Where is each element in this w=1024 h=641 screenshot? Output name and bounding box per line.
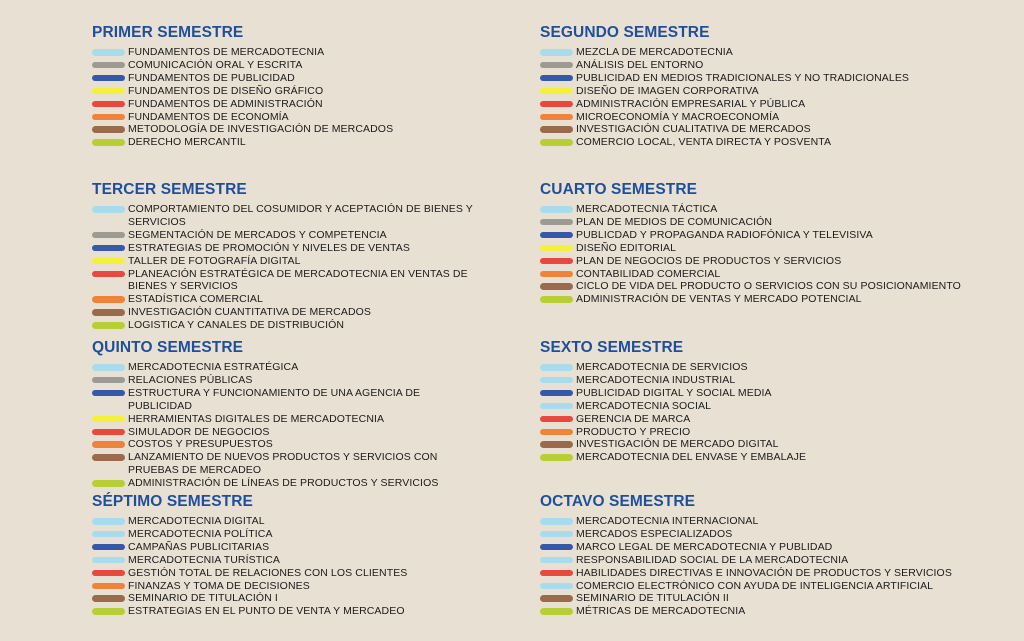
color-marker [540,232,573,239]
color-marker [92,364,125,371]
course-label: INVESTIGACIÓN CUALITATIVA DE MERCADOS [576,123,811,136]
course-item [540,59,1010,72]
course-item [540,280,1010,293]
color-marker [92,583,125,590]
course-label: SEMINARIO DE TITULACIÓN II [576,592,729,605]
semester-3 [92,181,492,332]
color-marker [540,219,573,226]
color-marker [540,296,573,303]
color-marker [92,557,125,564]
course-label: ESTRATEGIAS DE PROMOCIÓN Y NIVELES DE VENTAS [128,241,410,254]
color-marker [92,480,125,487]
course-item [540,413,1010,426]
course-label: CICLO DE VIDA DEL PRODUCTO O SERVICIOS CON SU POSICIONAMIENTO [576,280,961,293]
course-label: CONTABILIDAD COMERCIAL [576,267,721,280]
course-item [92,319,492,332]
semester-5 [92,339,472,490]
color-marker [540,583,573,590]
course-item [540,554,1010,567]
course-label: MERCADOTECNIA SOCIAL [576,399,712,412]
course-item [540,528,1010,541]
semester-title: SEXTO SEMESTRE [540,339,684,356]
course-item [92,229,492,242]
course-label: COMUNICACIÓN ORAL Y ESCRITA [128,58,303,71]
course-list [540,515,1010,618]
course-label: MERCADOTECNIA DEL ENVASE Y EMBALAJE [576,451,807,464]
course-label: MICROECONOMÍA Y MACROECONOMÍA [576,110,780,123]
color-marker [92,232,125,239]
color-marker [540,114,573,121]
course-label: MEZCLA DE MERCADOTECNIA [576,46,733,58]
course-label: PLANEACIÓN ESTRATÉGICA DE MERCADOTECNIA EN VENTAS DE BIENES Y SERVICIOS [128,267,468,293]
semester-title: CUARTO SEMESTRE [540,181,698,198]
color-marker [540,544,573,551]
course-label: MERCADOTECNIA ESTRATÉGICA [128,361,299,373]
course-label: MÉTRICAS DE MERCADOTECNIA [576,605,746,618]
course-item [540,515,1010,528]
course-item [92,541,532,554]
semester-2 [540,24,1010,149]
color-marker [540,570,573,577]
course-item [540,242,1010,255]
color-marker [92,139,125,146]
course-item [540,541,1010,554]
color-marker [540,49,573,56]
color-marker [540,454,573,461]
color-marker [92,126,125,133]
semester-title: OCTAVO SEMESTRE [540,493,696,510]
course-item [92,528,532,541]
course-item [540,293,1010,306]
course-item [540,361,1010,374]
course-label: TALLER DE FOTOGRAFÍA DIGITAL [128,254,301,267]
color-marker [92,441,125,448]
color-marker [92,454,125,461]
course-item [540,426,1010,439]
course-label: MERCADOTECNIA DE SERVICIOS [576,361,748,373]
course-item [92,72,532,85]
course-item [540,387,1010,400]
color-marker [92,531,125,538]
course-label: ADMINISTRACIÓN DE LÍNEAS DE PRODUCTOS Y SERVICIOS [128,477,439,490]
course-list [540,46,1010,149]
course-item [92,136,532,149]
color-marker [92,296,125,303]
course-item [92,203,492,229]
course-label: PLAN DE MEDIOS DE COMUNICACIÓN [576,215,773,228]
course-label: MERCADOTECNIA INDUSTRIAL [576,373,736,386]
course-item [92,59,532,72]
course-item [540,123,1010,136]
course-label: MERCADOS ESPECIALIZADOS [576,527,733,540]
course-label: HABILIDADES DIRECTIVAS E INNOVACIÓN DE PRODUCTOS Y SERVICIOS [576,566,952,579]
course-item [540,255,1010,268]
course-label: SEGMENTACIÓN DE MERCADOS Y COMPETENCIA [128,228,387,241]
course-label: PLAN DE NEGOCIOS DE PRODUCTOS Y SERVICIOS [576,254,842,267]
course-label: RESPONSABILIDAD SOCIAL DE LA MERCADOTECNIA [576,553,849,566]
course-label: ESTRATEGIAS EN EL PUNTO DE VENTA Y MERCADEO [128,605,405,618]
color-marker [92,101,125,108]
course-label: PUBLICDAD Y PROPAGANDA RADIOFÓNICA Y TELEVISIVA [576,228,873,241]
course-item [92,413,472,426]
color-marker [540,75,573,82]
course-list [540,361,1010,464]
color-marker [92,429,125,436]
color-marker [540,364,573,371]
course-list [92,46,532,149]
course-list [92,361,472,490]
course-label: MERCADOTECNIA POLÍTICA [128,527,273,540]
course-item [92,255,492,268]
course-item [92,451,472,477]
color-marker [540,245,573,252]
course-label: MERCADOTECNIA TURÍSTICA [128,553,281,566]
course-item [92,123,532,136]
color-marker [540,62,573,69]
course-item [92,387,472,413]
course-label: METODOLOGÍA DE INVESTIGACIÓN DE MERCADOS [128,123,394,136]
color-marker [92,258,125,265]
color-marker [540,608,573,615]
semester-title: PRIMER SEMESTRE [92,24,244,41]
semester-8 [540,493,1010,618]
color-marker [92,206,125,213]
course-label: INVESTIGACIÓN CUANTITATIVA DE MERCADOS [128,306,371,319]
color-marker [540,429,573,436]
course-item [540,605,1010,618]
semester-title: SÉPTIMO SEMESTRE [92,493,253,510]
course-label: LANZAMIENTO DE NUEVOS PRODUCTOS Y SERVICIOS CON PRUEBAS DE MERCADEO [128,451,438,477]
color-marker [540,101,573,108]
semester-1 [92,24,532,149]
color-marker [92,114,125,121]
course-label: PUBLICIDAD EN MEDIOS TRADICIONALES Y NO TRADICIONALES [576,71,910,84]
color-marker [92,518,125,525]
course-label: GERENCIA DE MARCA [576,412,691,425]
color-marker [540,416,573,423]
course-label: GESTIÓN TOTAL DE RELACIONES CON LOS CLIENTES [128,566,408,579]
color-marker [540,595,573,602]
semester-title: TERCER SEMESTRE [92,181,247,198]
color-marker [540,557,573,564]
semester-title: SEGUNDO SEMESTRE [540,24,710,41]
course-item [540,567,1010,580]
course-item [92,554,532,567]
semester-6 [540,339,1010,464]
course-label: PUBLICIDAD DIGITAL Y SOCIAL MEDIA [576,386,772,399]
course-item [92,293,492,306]
color-marker [92,377,125,384]
course-label: FUNDAMENTOS DE PUBLICIDAD [128,71,295,84]
course-item [540,400,1010,413]
color-marker [540,531,573,538]
color-marker [92,75,125,82]
course-item [92,515,532,528]
color-marker [92,608,125,615]
course-item [540,136,1010,149]
semester-title: QUINTO SEMESTRE [92,339,244,356]
color-marker [92,570,125,577]
course-label: SIMULADOR DE NEGOCIOS [128,425,270,438]
color-marker [92,245,125,252]
course-item [92,374,472,387]
course-label: MERCADOTECNIA TÁCTICA [576,203,718,215]
course-label: FUNDAMENTOS DE MERCADOTECNIA [128,46,325,58]
color-marker [92,62,125,69]
course-item [540,268,1010,281]
color-marker [540,206,573,213]
course-item [92,438,472,451]
course-label: MERCADOTECNIA INTERNACIONAL [576,515,759,527]
course-item [92,85,532,98]
course-item [92,605,532,618]
color-marker [92,49,125,56]
course-item [92,592,532,605]
course-item [540,203,1010,216]
course-item [540,72,1010,85]
course-item [540,374,1010,387]
course-label: COMERCIO ELECTRÓNICO CON AYUDA DE INTELIGENCIA ARTIFICIAL [576,579,934,592]
color-marker [92,271,125,278]
course-label: FUNDAMENTOS DE DISEÑO GRÁFICO [128,84,324,97]
color-marker [540,403,573,410]
course-label: PRODUCTO Y PRECIO [576,425,691,438]
color-marker [92,322,125,329]
course-label: FUNDAMENTOS DE ADMINISTRACIÓN [128,97,323,110]
course-item [540,85,1010,98]
color-marker [92,309,125,316]
course-item [540,46,1010,59]
course-item [92,306,492,319]
course-item [540,216,1010,229]
color-marker [540,258,573,265]
course-item [92,361,472,374]
course-label: ADMINISTRACIÓN EMPRESARIAL Y PÚBLICA [576,97,806,110]
color-marker [92,88,125,95]
course-label: ANÁLISIS DEL ENTORNO [576,58,704,71]
course-label: CAMPAÑAS PUBLICITARIAS [128,540,270,553]
color-marker [540,88,573,95]
course-label: COMPORTAMIENTO DEL COSUMIDOR Y ACEPTACIÓN DE BIENES Y SERVICIOS [128,203,473,228]
course-item [540,229,1010,242]
color-marker [540,377,573,384]
semester-4 [540,181,1010,306]
course-item [92,567,532,580]
color-marker [540,271,573,278]
course-item [92,426,472,439]
course-item [540,98,1010,111]
course-label: SEMINARIO DE TITULACIÓN I [128,592,278,605]
semester-7 [92,493,532,618]
color-marker [540,126,573,133]
course-label: MERCADOTECNIA DIGITAL [128,515,265,527]
course-item [92,46,532,59]
course-item [540,580,1010,593]
color-marker [540,139,573,146]
color-marker [540,518,573,525]
course-label: FINANZAS Y TOMA DE DECISIONES [128,579,310,592]
course-list [92,203,492,332]
course-label: HERRAMIENTAS DIGITALES DE MERCADOTECNIA [128,412,385,425]
course-label: ESTADÍSTICA COMERCIAL [128,293,263,306]
course-label: INVESTIGACIÓN DE MERCADO DIGITAL [576,438,779,451]
color-marker [92,544,125,551]
color-marker [92,595,125,602]
course-item [92,580,532,593]
course-item [540,111,1010,124]
course-label: DISEÑO EDITORIAL [576,241,677,254]
course-item [540,592,1010,605]
course-item [92,98,532,111]
course-item [92,477,472,490]
course-item [540,438,1010,451]
color-marker [92,390,125,397]
color-marker [540,441,573,448]
course-item [540,451,1010,464]
course-label: DERECHO MERCANTIL [128,136,246,149]
color-marker [540,390,573,397]
course-label: DISEÑO DE IMAGEN CORPORATIVA [576,84,759,97]
course-label: LOGISTICA Y CANALES DE DISTRIBUCIÓN [128,319,345,332]
course-label: ADMINISTRACIÓN DE VENTAS Y MERCADO POTENCIAL [576,293,862,306]
course-item [92,111,532,124]
course-label: ESTRUCTURA Y FUNCIONAMIENTO DE UNA AGENCIA DE PUBLICIDAD [128,386,421,412]
color-marker [92,416,125,423]
color-marker [540,283,573,290]
course-item [92,242,492,255]
course-item [92,268,492,294]
course-label: RELACIONES PÚBLICAS [128,373,253,386]
course-label: COSTOS Y PRESUPUESTOS [128,438,273,451]
course-list [92,515,532,618]
course-list [540,203,1010,306]
course-label: MARCO LEGAL DE MERCADOTECNIA Y PUBLIDAD [576,540,833,553]
course-label: COMERCIO LOCAL, VENTA DIRECTA Y POSVENTA [576,136,832,149]
course-label: FUNDAMENTOS DE ECONOMÍA [128,110,289,123]
